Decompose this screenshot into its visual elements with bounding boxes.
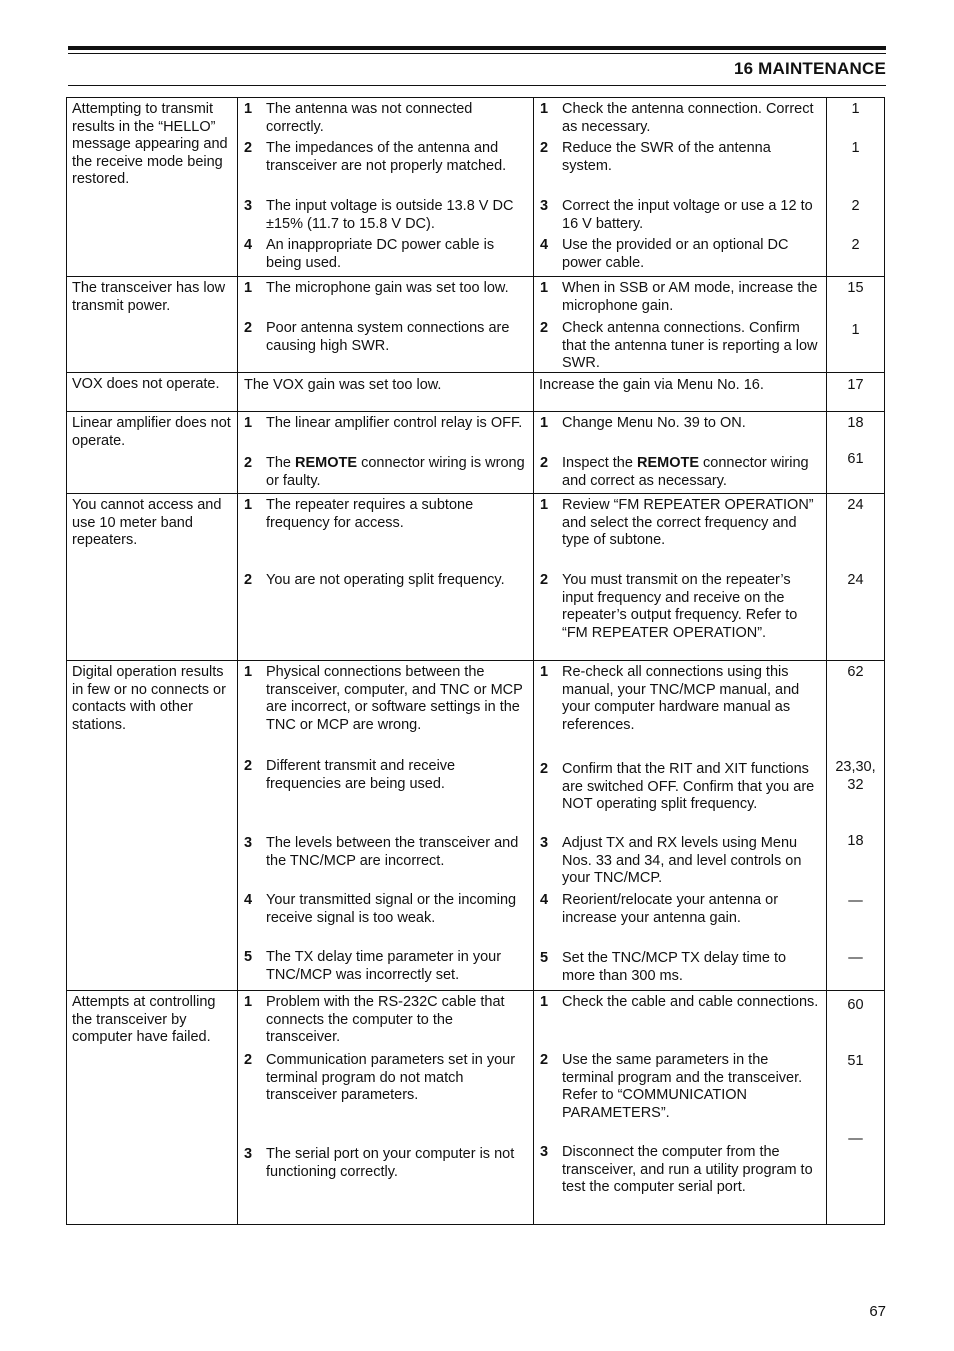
cause-cell (238, 98, 534, 276)
table-row (67, 372, 884, 411)
solution-item: 1 Re-check all connections using this manual, your TNC/MCP manual, and your computer hardware manual as references. (540, 664, 800, 733)
table-row (67, 990, 884, 1224)
page-ref: 1 (851, 140, 860, 156)
cause-item: 3 The input voltage is outside 13.8 V DC ±15% (11.7 to 15.8 V DC). (244, 198, 514, 232)
solution-item: 4 Reorient/relocate your antenna or increase your antenna gain. (540, 892, 779, 926)
solution-cell (534, 277, 827, 372)
page-number: 67 (869, 1303, 886, 1320)
cause-item: 1 The linear amplifier control relay is OFF. (244, 415, 523, 431)
solution-item: 1 Check the antenna connection. Correct as necessary. (540, 101, 814, 135)
page-ref-cell (827, 494, 884, 660)
solution-item: 2 You must transmit on the repeater’s input frequency and receive on the repeater’s output frequency. Refer to “FM REPEATER OPERATION”. (540, 572, 798, 641)
cause-item: 2 Different transmit and receive frequencies are being used. (244, 758, 456, 792)
page-ref-cell (827, 991, 884, 1224)
solution-item: 3 Correct the input voltage or use a 12 to 16 V battery. (540, 198, 813, 232)
solution-item: 2 Reduce the SWR of the antenna system. (540, 140, 771, 174)
cause-item: 4 Your transmitted signal or the incoming receive signal is too weak. (244, 892, 517, 926)
page-ref: 15 (847, 280, 864, 296)
cause-item: 2 The impedances of the antenna and transceiver are not properly matched. (244, 140, 507, 174)
page-ref: 18 (847, 833, 864, 849)
cause-item: 3 The serial port on your computer is not functioning correctly. (244, 1146, 515, 1180)
solution-item: 2 Confirm that the RIT and XIT functions are switched OFF. Confirm that you are NOT operating split frequency. (540, 761, 815, 812)
solution-cell (534, 494, 827, 660)
header-rule-under (68, 85, 886, 86)
page-ref-cell (827, 98, 884, 276)
cause-text: The VOX gain was set too low. (244, 377, 442, 393)
solution-item: 1 Review “FM REPEATER OPERATION” and select the correct frequency and type of subtone. (540, 497, 814, 548)
solution-item: 2 Inspect the REMOTE connector wiring and correct as necessary. (540, 455, 809, 489)
cause-item: 2 The REMOTE connector wiring is wrong or faulty. (244, 455, 525, 489)
page-ref: 24 (847, 572, 864, 588)
page-ref: 60 (847, 997, 864, 1013)
solution-cell (534, 661, 827, 990)
page-ref: — (848, 950, 863, 966)
symptom-cell: The transceiver has low transmit power. (67, 277, 238, 372)
cause-cell (238, 412, 534, 493)
table-row (67, 276, 884, 372)
symptom-cell: Attempting to transmit results in the “HELLO” message appearing and the receive mode being restored. (67, 98, 238, 276)
page-ref: 62 (847, 664, 864, 680)
symptom-cell: Attempts at controlling the transceiver by computer have failed. (67, 991, 238, 1224)
cause-item: 1 Physical connections between the transceiver, computer, and TNC or MCP are incorrect, or software settings in the TNC or MCP are wrong. (244, 664, 523, 733)
cause-item: 3 The levels between the transceiver and the TNC/MCP are incorrect. (244, 835, 519, 869)
symptom-cell: Linear amplifier does not operate. (67, 412, 238, 493)
page-ref: 2 (851, 198, 860, 214)
page-ref: 51 (847, 1053, 864, 1069)
solution-item: 3 Disconnect the computer from the transceiver, and run a utility program to test the computer serial port. (540, 1144, 813, 1195)
cause-item: 1 The antenna was not connected correctly. (244, 101, 473, 135)
page-ref: 1 (851, 322, 860, 338)
solution-cell (534, 98, 827, 276)
page-ref: — (848, 1131, 863, 1147)
cause-item: 2 You are not operating split frequency. (244, 572, 505, 588)
page-ref-cell (827, 412, 884, 493)
solution-item: 2 Use the same parameters in the terminal program and the transceiver. Refer to “COMMUNICATION PARAMETERS”. (540, 1052, 803, 1121)
table-row (67, 411, 884, 493)
solution-item: 4 Use the provided or an optional DC power cable. (540, 237, 789, 271)
solution-cell (534, 991, 827, 1224)
cause-item: 1 The repeater requires a subtone frequency for access. (244, 497, 474, 531)
troubleshooting-table (66, 97, 885, 1225)
solution-cell (534, 373, 827, 411)
cause-item: 1 Problem with the RS-232C cable that connects the computer to the transceiver. (244, 994, 505, 1045)
page-ref: 17 (847, 377, 864, 393)
solution-item: 1 When in SSB or AM mode, increase the microphone gain. (540, 280, 818, 314)
table-row (67, 493, 884, 660)
solution-item: 1 Check the cable and cable connections. (540, 994, 819, 1010)
page-ref-cell (827, 373, 884, 411)
cause-item: 4 An inappropriate DC power cable is being used. (244, 237, 495, 271)
page-ref: 24 (847, 497, 864, 513)
solution-item: 3 Adjust TX and RX levels using Menu Nos. 33 and 34, and level controls on your TNC/MCP. (540, 835, 802, 886)
solution-cell (534, 412, 827, 493)
solution-item: 2 Check antenna connections. Confirm that the antenna tuner is reporting a low SWR. (540, 320, 818, 371)
page-ref: 61 (847, 451, 864, 467)
cause-item: 1 The microphone gain was set too low. (244, 280, 509, 296)
symptom-cell: You cannot access and use 10 meter band repeaters. (67, 494, 238, 660)
page-ref: 23,30, 32 (835, 759, 876, 793)
cause-item: 5 The TX delay time parameter in your TNC/MCP was incorrectly set. (244, 949, 502, 983)
cause-cell (238, 277, 534, 372)
page-ref: 18 (847, 415, 864, 431)
cause-cell (238, 661, 534, 990)
header-rule-thin (68, 53, 886, 54)
page-ref-cell (827, 661, 884, 990)
cause-item: 2 Poor antenna system connections are causing high SWR. (244, 320, 510, 354)
header-rule-thick (68, 46, 886, 50)
cause-cell (238, 991, 534, 1224)
section-title: 16 MAINTENANCE (733, 59, 886, 78)
symptom-cell: Digital operation results in few or no connects or contacts with other stations. (67, 661, 238, 990)
solution-item: 5 Set the TNC/MCP TX delay time to more than 300 ms. (540, 950, 787, 984)
solution-item: 1 Change Menu No. 39 to ON. (540, 415, 746, 431)
symptom-cell: VOX does not operate. (67, 373, 238, 411)
cause-item: 2 Communication parameters set in your terminal program do not match transceiver parameters. (244, 1052, 516, 1103)
page-ref-cell (827, 277, 884, 372)
table-row (67, 98, 884, 276)
table-row (67, 660, 884, 990)
cause-cell (238, 494, 534, 660)
page-ref: — (848, 893, 863, 909)
page-ref: 1 (851, 101, 860, 117)
page-ref: 2 (851, 237, 860, 253)
solution-text: Increase the gain via Menu No. 16. (539, 377, 764, 393)
cause-cell (238, 373, 534, 411)
